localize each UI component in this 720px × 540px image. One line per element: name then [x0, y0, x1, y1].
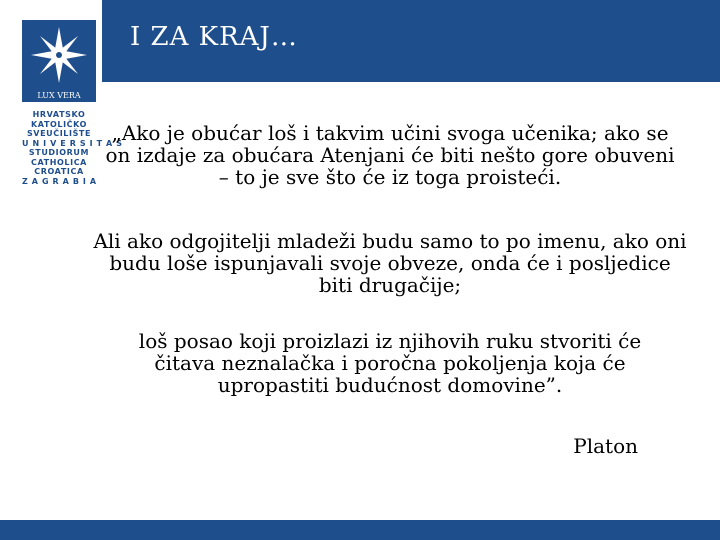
university-logo	[22, 20, 96, 100]
quote-paragraph-3: loš posao koji proizlazi iz njihovih ruku stvoriti će čitava neznalačka i poročna pokoljenja koja će upropastiti budućnost domovine”.	[138, 329, 642, 397]
header-bar	[0, 0, 720, 82]
logo-text-line: CATHOLICA	[31, 157, 87, 167]
quote-paragraph-1: „Ako je obućar loš i takvim učini svoga učenika; ako se on izdaje za obućara Atenjani će biti nešto gore obuveni – to je sve što će iz toga proisteći.	[105, 121, 675, 189]
slide-title: I ZA KRAJ…	[130, 22, 298, 52]
quote-paragraph-2: Ali ako odgojitelji mladeži budu samo to po imenu, ako oni budu loše ispunjavali svoje obveze, onda će i posljedice biti drugačije;	[93, 229, 687, 297]
logo-text-line: Z A G R A B I A	[22, 176, 97, 186]
logo-text-line: STUDIORUM	[28, 148, 90, 157]
logo-university-name	[22, 110, 123, 186]
logo-panel	[0, 0, 123, 200]
logo-motto: LUX VERA	[22, 90, 96, 102]
logo-text-line: KATOLIČKO	[30, 119, 87, 129]
star-icon	[24, 22, 94, 88]
quote-author: Platon	[573, 434, 638, 458]
logo-text-line: HRVATSKO	[32, 110, 86, 119]
logo-text-line: SVEUČILIŠTE	[26, 129, 92, 138]
footer-bar	[0, 520, 720, 540]
logo-text-line: U N I V E R S I T A S	[22, 138, 123, 148]
logo-text-line: CROATICA	[34, 167, 84, 176]
